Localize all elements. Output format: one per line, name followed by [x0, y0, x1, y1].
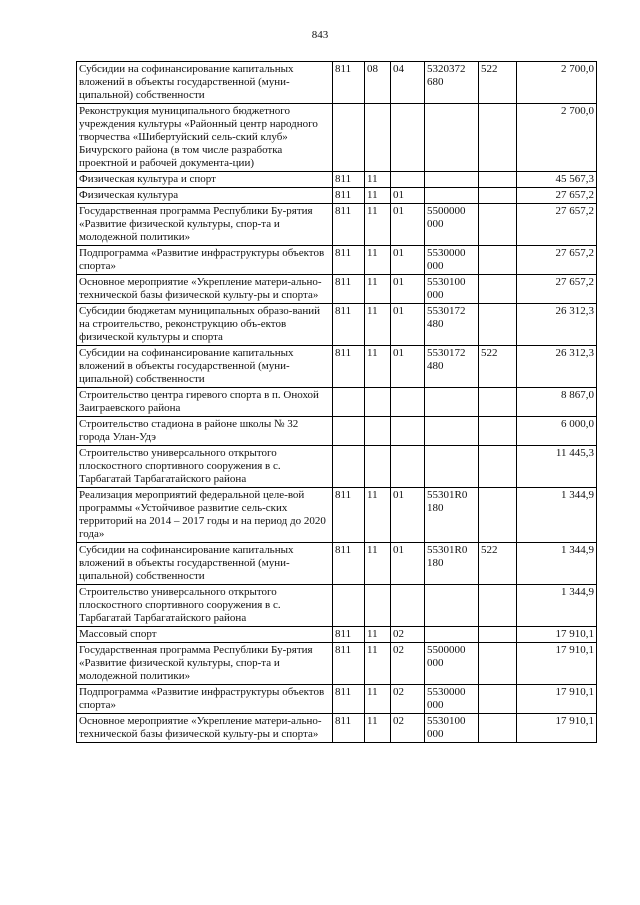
- row-sum-cell: 2 700,0: [517, 104, 597, 172]
- row-grbs-cell: 811: [333, 172, 365, 188]
- row-target-article-cell: [425, 188, 479, 204]
- row-section-cell: [365, 104, 391, 172]
- row-grbs-cell: [333, 585, 365, 627]
- row-sum-cell: 11 445,3: [517, 446, 597, 488]
- table-row: [77, 543, 597, 585]
- budget-table: [76, 61, 597, 743]
- row-grbs-cell: 811: [333, 627, 365, 643]
- row-subsection-cell: [391, 104, 425, 172]
- row-section-cell: 11: [365, 275, 391, 304]
- row-target-article-cell: 5530000 000: [425, 246, 479, 275]
- row-section-cell: 11: [365, 246, 391, 275]
- row-section-cell: 11: [365, 172, 391, 188]
- table-row: [77, 104, 597, 172]
- row-sum-cell: 17 910,1: [517, 643, 597, 685]
- table-row: [77, 585, 597, 627]
- row-sum-cell: 1 344,9: [517, 543, 597, 585]
- row-grbs-cell: 811: [333, 488, 365, 543]
- row-section-cell: 11: [365, 188, 391, 204]
- row-subsection-cell: [391, 585, 425, 627]
- table-row: [77, 627, 597, 643]
- row-expense-type-cell: 522: [479, 62, 517, 104]
- table-row: [77, 246, 597, 275]
- row-section-cell: [365, 585, 391, 627]
- row-sum-cell: 27 657,2: [517, 246, 597, 275]
- row-expense-type-cell: 522: [479, 543, 517, 585]
- row-expense-type-cell: [479, 488, 517, 543]
- row-expense-type-cell: [479, 627, 517, 643]
- row-grbs-cell: 811: [333, 346, 365, 388]
- row-sum-cell: 2 700,0: [517, 62, 597, 104]
- row-sum-cell: 27 657,2: [517, 275, 597, 304]
- row-sum-cell: 27 657,2: [517, 188, 597, 204]
- row-expense-type-cell: [479, 585, 517, 627]
- row-subsection-cell: 01: [391, 275, 425, 304]
- row-target-article-cell: 5530100 000: [425, 714, 479, 743]
- row-expense-type-cell: [479, 204, 517, 246]
- row-section-cell: 11: [365, 304, 391, 346]
- row-expense-type-cell: [479, 446, 517, 488]
- row-sum-cell: 45 567,3: [517, 172, 597, 188]
- row-name-cell: Реализация мероприятий федеральной целе-вой программы «Устойчивое развитие сель-ских территорий на 2014 – 2017 годы и на период до 2020 года»: [77, 488, 333, 543]
- row-expense-type-cell: [479, 643, 517, 685]
- row-sum-cell: 17 910,1: [517, 685, 597, 714]
- row-sum-cell: 27 657,2: [517, 204, 597, 246]
- row-expense-type-cell: [479, 172, 517, 188]
- row-target-article-cell: 5500000 000: [425, 204, 479, 246]
- row-grbs-cell: [333, 388, 365, 417]
- row-expense-type-cell: [479, 388, 517, 417]
- row-sum-cell: 8 867,0: [517, 388, 597, 417]
- row-subsection-cell: 01: [391, 346, 425, 388]
- row-target-article-cell: [425, 172, 479, 188]
- row-section-cell: 11: [365, 627, 391, 643]
- row-name-cell: Реконструкция муниципального бюджетного учреждения культуры «Районный центр народного творчества «Шибертуйский сель-ский клуб» Бичурского района (в том числе разработка проектной и рабочей документа-ции): [77, 104, 333, 172]
- table-row: [77, 446, 597, 488]
- row-name-cell: Подпрограмма «Развитие инфраструктуры объектов спорта»: [77, 246, 333, 275]
- row-subsection-cell: [391, 417, 425, 446]
- row-name-cell: Строительство стадиона в районе школы № 32 города Улан-Удэ: [77, 417, 333, 446]
- page-number: 843: [311, 29, 329, 41]
- row-target-article-cell: 5500000 000: [425, 643, 479, 685]
- row-expense-type-cell: [479, 275, 517, 304]
- row-name-cell: Подпрограмма «Развитие инфраструктуры объектов спорта»: [77, 685, 333, 714]
- table-row: [77, 685, 597, 714]
- row-expense-type-cell: [479, 714, 517, 743]
- row-subsection-cell: [391, 388, 425, 417]
- row-name-cell: Субсидии на софинансирование капитальных вложений в объекты государственной (муни-ципальной) собственности: [77, 543, 333, 585]
- row-subsection-cell: 02: [391, 685, 425, 714]
- table-row: [77, 188, 597, 204]
- row-expense-type-cell: [479, 188, 517, 204]
- row-name-cell: Государственная программа Республики Бу-рятия «Развитие физической культуры, спор-та и молодежной политики»: [77, 643, 333, 685]
- row-section-cell: 11: [365, 685, 391, 714]
- row-section-cell: 11: [365, 543, 391, 585]
- row-sum-cell: 1 344,9: [517, 488, 597, 543]
- row-sum-cell: 17 910,1: [517, 627, 597, 643]
- table-row: [77, 204, 597, 246]
- row-target-article-cell: 55301R0 180: [425, 488, 479, 543]
- table-row: [77, 346, 597, 388]
- row-grbs-cell: 811: [333, 714, 365, 743]
- table-row: [77, 62, 597, 104]
- row-grbs-cell: [333, 446, 365, 488]
- row-grbs-cell: 811: [333, 246, 365, 275]
- row-expense-type-cell: [479, 246, 517, 275]
- row-grbs-cell: 811: [333, 685, 365, 714]
- row-name-cell: Основное мероприятие «Укрепление матери-ально-технической базы физической культу-ры и спорта»: [77, 275, 333, 304]
- row-target-article-cell: [425, 446, 479, 488]
- row-section-cell: 11: [365, 346, 391, 388]
- row-subsection-cell: 01: [391, 246, 425, 275]
- row-subsection-cell: 04: [391, 62, 425, 104]
- row-name-cell: Физическая культура и спорт: [77, 172, 333, 188]
- row-target-article-cell: [425, 417, 479, 446]
- row-expense-type-cell: [479, 685, 517, 714]
- row-name-cell: Государственная программа Республики Бу-рятия «Развитие физической культуры, спор-та и молодежной политики»: [77, 204, 333, 246]
- row-subsection-cell: 02: [391, 627, 425, 643]
- row-section-cell: 11: [365, 488, 391, 543]
- table-row: [77, 488, 597, 543]
- row-subsection-cell: 01: [391, 488, 425, 543]
- row-subsection-cell: 02: [391, 714, 425, 743]
- row-sum-cell: 1 344,9: [517, 585, 597, 627]
- row-sum-cell: 6 000,0: [517, 417, 597, 446]
- row-target-article-cell: [425, 585, 479, 627]
- table-row: [77, 643, 597, 685]
- row-name-cell: Физическая культура: [77, 188, 333, 204]
- table-row: [77, 275, 597, 304]
- row-subsection-cell: 01: [391, 204, 425, 246]
- row-section-cell: 08: [365, 62, 391, 104]
- row-section-cell: [365, 417, 391, 446]
- table-row: [77, 714, 597, 743]
- row-grbs-cell: 811: [333, 643, 365, 685]
- row-target-article-cell: [425, 388, 479, 417]
- row-expense-type-cell: [479, 417, 517, 446]
- row-name-cell: Строительство универсального открытого плоскостного спортивного сооружения в с. Тарбагатай Тарбагатайского района: [77, 446, 333, 488]
- row-target-article-cell: 5530000 000: [425, 685, 479, 714]
- budget-table-body: [77, 62, 597, 743]
- row-sum-cell: 26 312,3: [517, 346, 597, 388]
- row-subsection-cell: 01: [391, 188, 425, 204]
- row-section-cell: [365, 388, 391, 417]
- table-row: [77, 388, 597, 417]
- row-grbs-cell: 811: [333, 275, 365, 304]
- row-sum-cell: 26 312,3: [517, 304, 597, 346]
- row-name-cell: Основное мероприятие «Укрепление матери-ально-технической базы физической культу-ры и спорта»: [77, 714, 333, 743]
- row-subsection-cell: 01: [391, 543, 425, 585]
- row-target-article-cell: [425, 104, 479, 172]
- row-grbs-cell: 811: [333, 204, 365, 246]
- row-section-cell: [365, 446, 391, 488]
- row-grbs-cell: [333, 104, 365, 172]
- row-target-article-cell: [425, 627, 479, 643]
- row-expense-type-cell: 522: [479, 346, 517, 388]
- row-section-cell: 11: [365, 643, 391, 685]
- row-target-article-cell: 55301R0 180: [425, 543, 479, 585]
- row-name-cell: Субсидии на софинансирование капитальных вложений в объекты государственной (муни-ципальной) собственности: [77, 346, 333, 388]
- row-grbs-cell: 811: [333, 543, 365, 585]
- table-row: [77, 304, 597, 346]
- row-sum-cell: 17 910,1: [517, 714, 597, 743]
- row-target-article-cell: 5530172 480: [425, 304, 479, 346]
- row-grbs-cell: 811: [333, 304, 365, 346]
- row-name-cell: Массовый спорт: [77, 627, 333, 643]
- row-target-article-cell: 5320372 680: [425, 62, 479, 104]
- row-grbs-cell: 811: [333, 188, 365, 204]
- row-target-article-cell: 5530172 480: [425, 346, 479, 388]
- row-subsection-cell: [391, 172, 425, 188]
- row-name-cell: Субсидии бюджетам муниципальных образо-ваний на строительство, реконструкцию объ-ектов физической культуры и спорта: [77, 304, 333, 346]
- row-subsection-cell: [391, 446, 425, 488]
- row-name-cell: Строительство универсального открытого плоскостного спортивного сооружения в с. Тарбагатай Тарбагатайского района: [77, 585, 333, 627]
- row-expense-type-cell: [479, 304, 517, 346]
- table-row: [77, 417, 597, 446]
- row-expense-type-cell: [479, 104, 517, 172]
- row-subsection-cell: 02: [391, 643, 425, 685]
- row-name-cell: Строительство центра гиревого спорта в п. Онохой Заиграевского района: [77, 388, 333, 417]
- row-grbs-cell: [333, 417, 365, 446]
- row-grbs-cell: 811: [333, 62, 365, 104]
- row-name-cell: Субсидии на софинансирование капитальных вложений в объекты государственной (муни-ципальной) собственности: [77, 62, 333, 104]
- row-target-article-cell: 5530100 000: [425, 275, 479, 304]
- table-row: [77, 172, 597, 188]
- row-subsection-cell: 01: [391, 304, 425, 346]
- row-section-cell: 11: [365, 714, 391, 743]
- row-section-cell: 11: [365, 204, 391, 246]
